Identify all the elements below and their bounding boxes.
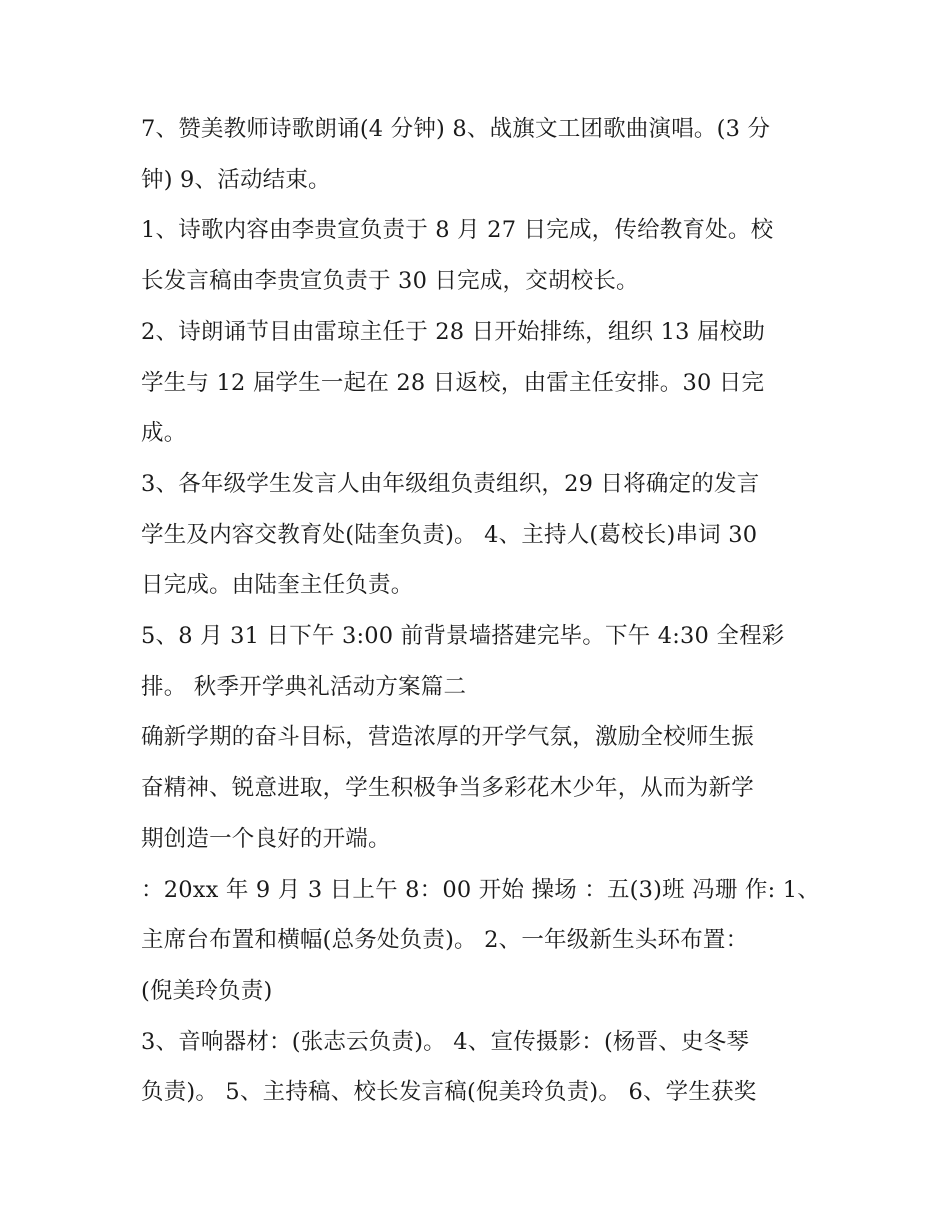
document-body <box>141 104 821 1118</box>
text-line: 1、诗歌内容由李贵宣负责于 8 月 27 日完成，传给教育处。校 <box>141 217 774 244</box>
text-line: 3、各年级学生发言人由年级组负责组织，29 日将确定的发言 <box>141 470 760 497</box>
text-line: 钟) 9、活动结束。 <box>141 166 331 193</box>
text-line: 日完成。由陆奎主任负责。 <box>141 572 414 599</box>
text-line: 期创造一个良好的开端。 <box>141 825 391 852</box>
text-line: 长发言稿由李贵宣负责于 30 日完成，交胡校长。 <box>141 268 639 295</box>
text-line: 学生与 12 届学生一起在 28 日返校，由雷主任安排。30 日完 <box>141 369 765 396</box>
text-line: 5、8 月 31 日下午 3:00 前背景墙搭建完毕。下午 4:30 全程彩 <box>141 623 785 650</box>
text-line: ：20xx 年 9 月 3 日上午 8：00 开始 操场 ：五(3)班 冯珊 作: 1、 <box>141 876 820 903</box>
text-line: 排。 秋季开学典礼活动方案篇二 <box>141 673 467 700</box>
text-line: 主席台布置和横幅(总务处负责)。 2、一年级新生头环布置： <box>141 927 749 954</box>
text-line: 成。 <box>141 420 187 447</box>
text-line: 确新学期的奋斗目标，营造浓厚的开学气氛，激励全校师生振 <box>141 724 754 751</box>
text-line: (倪美玲负责) <box>141 977 273 1004</box>
text-line: 3、音响器材：(张志云负责)。 4、宣传摄影：(杨晋、史冬琴 <box>141 1028 750 1055</box>
text-line: 奋精神、锐意进取，学生积极争当多彩花木少年，从而为新学 <box>141 775 754 802</box>
text-line: 2、诗朗诵节目由雷琼主任于 28 日开始排练，组织 13 届校助 <box>141 318 766 345</box>
text-line: 学生及内容交教育处(陆奎负责)。 4、主持人(葛校长)串词 30 <box>141 521 758 548</box>
text-line: 7、赞美教师诗歌朗诵(4 分钟) 8、战旗文工团歌曲演唱。(3 分 <box>141 116 771 142</box>
text-line: 负责)。 5、主持稿、校长发言稿(倪美玲负责)。 6、学生获奖 <box>141 1079 757 1106</box>
